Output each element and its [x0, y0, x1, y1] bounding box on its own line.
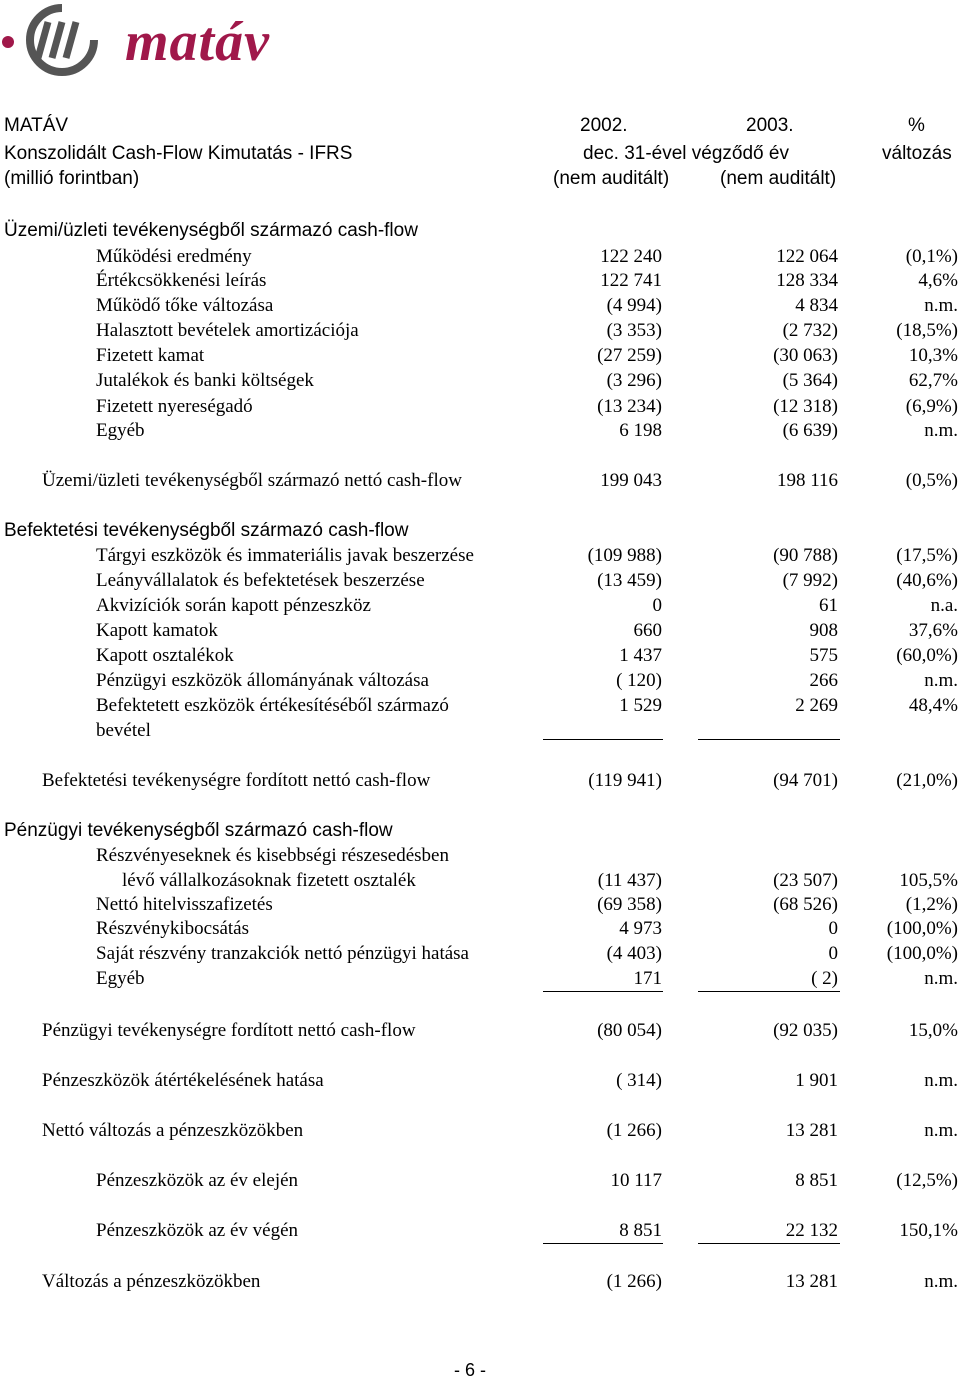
statement-title: Konszolidált Cash-Flow Kimutatás - IFRS: [4, 143, 353, 164]
row-label: Pénzügyi tevékenységre fordított nettó cash-flow: [42, 1020, 416, 1041]
value-2002: (3 296): [606, 370, 662, 391]
row-label: Kapott kamatok: [96, 620, 218, 641]
table-row: [0, 470, 960, 494]
value-2003: (30 063): [773, 345, 838, 366]
value-2003: 22 132: [785, 1220, 838, 1241]
value-2002: (13 234): [597, 396, 662, 417]
value-change: 105,5%: [899, 870, 958, 891]
company-name: MATÁV: [4, 115, 69, 136]
row-label: Saját részvény tranzakciók nettó pénzügyi hatása: [96, 943, 469, 964]
value-2003: 61: [819, 595, 838, 616]
value-2003: 0: [828, 943, 838, 964]
value-2003: 8 851: [795, 1170, 838, 1191]
value-2003: 13 281: [785, 1120, 838, 1141]
value-change: (17,5%): [896, 545, 958, 566]
table-row: [0, 968, 960, 992]
value-2002: 122 240: [600, 246, 662, 267]
value-2003: 128 334: [776, 270, 838, 291]
table-row: [0, 870, 960, 894]
value-2003: 266: [809, 670, 838, 691]
value-2002: (1 266): [606, 1271, 662, 1292]
underline: [543, 991, 663, 992]
underline: [698, 739, 840, 740]
value-2003: (12 318): [773, 396, 838, 417]
value-change: (60,0%): [896, 645, 958, 666]
row-label: Részvénykibocsátás: [96, 918, 250, 939]
table-row: [0, 894, 960, 918]
row-label: Kapott osztalékok: [96, 645, 234, 666]
row-label: Üzemi/üzleti tevékenységből származó nettó cash-flow: [42, 470, 462, 491]
table-row: [0, 943, 960, 967]
value-2003: 0: [828, 918, 838, 939]
value-change: (6,9%): [905, 396, 958, 417]
value-change: (40,6%): [896, 570, 958, 591]
table-row: [0, 545, 960, 569]
value-change: n.m.: [924, 295, 958, 316]
value-2003: (2 732): [782, 320, 838, 341]
row-label: Pénzeszközök átértékelésének hatása: [42, 1070, 324, 1091]
row-label: Fizetett nyereségadó: [96, 396, 253, 417]
value-change: 48,4%: [908, 695, 958, 716]
value-change: n.m.: [924, 670, 958, 691]
section-title: Üzemi/üzleti tevékenységből származó cash-flow: [4, 220, 418, 241]
value-2002: 0: [652, 595, 662, 616]
table-row: [0, 1020, 960, 1044]
row-label: Jutalékok és banki költségek: [96, 370, 314, 391]
value-2002: 660: [633, 620, 662, 641]
matav-logo-mark-icon: [0, 0, 125, 80]
table-row: [0, 1120, 960, 1144]
value-2003: 1 901: [795, 1070, 838, 1091]
row-label: lévő vállalkozásoknak fizetett osztalék: [122, 870, 416, 891]
row-label: Befektetési tevékenységre fordított nettó cash-flow: [42, 770, 431, 791]
value-2003: (7 992): [782, 570, 838, 591]
section-header-row: [0, 220, 960, 244]
value-2003: 198 116: [776, 470, 838, 491]
row-label: Működő tőke változása: [96, 295, 274, 316]
value-2002: (4 994): [606, 295, 662, 316]
value-change: n.m.: [924, 1070, 958, 1091]
value-2002: 122 741: [600, 270, 662, 291]
value-change: n.a.: [930, 595, 958, 616]
unit-label: (millió forintban): [4, 168, 140, 189]
value-2003: (6 639): [782, 420, 838, 441]
value-2002: (3 353): [606, 320, 662, 341]
table-row: [0, 1170, 960, 1194]
value-2002: (27 259): [597, 345, 662, 366]
value-change: n.m.: [924, 968, 958, 989]
table-row: [0, 270, 960, 294]
table-row: [0, 246, 960, 270]
row-label: Tárgyi eszközök és immateriális javak beszerzése: [96, 545, 474, 566]
value-2003: 908: [809, 620, 838, 641]
row-label: Pénzügyi eszközök állományának változása: [96, 670, 429, 691]
underline: [698, 1243, 840, 1244]
value-change: n.m.: [924, 1120, 958, 1141]
table-row: [0, 770, 960, 794]
value-change: 150,1%: [899, 1220, 958, 1241]
audit-2003-label: (nem auditált): [720, 168, 837, 189]
table-row: [0, 570, 960, 594]
value-change: 37,6%: [908, 620, 958, 641]
value-change: (21,0%): [896, 770, 958, 791]
underline: [543, 1243, 663, 1244]
row-label: Leányvállalatok és befektetések beszerzése: [96, 570, 425, 591]
change-header: változás: [882, 143, 952, 164]
row-label: Egyéb: [96, 420, 145, 441]
value-2003: (68 526): [773, 894, 838, 915]
table-row: [0, 345, 960, 369]
table-row: [0, 645, 960, 669]
table-row: [0, 720, 960, 744]
page-number: - 6 -: [453, 1360, 486, 1380]
matav-logo-text: matáv: [125, 11, 270, 73]
value-change: (100,0%): [886, 918, 958, 939]
value-2003: (94 701): [773, 770, 838, 791]
row-label: Nettó változás a pénzeszközökben: [42, 1120, 304, 1141]
row-label: Egyéb: [96, 968, 145, 989]
value-2003: (5 364): [782, 370, 838, 391]
table-row: [0, 595, 960, 619]
value-2002: (119 941): [588, 770, 662, 791]
section-header-row: [0, 520, 960, 544]
row-label: Fizetett kamat: [96, 345, 205, 366]
value-change: (0,5%): [905, 470, 958, 491]
value-2003: 2 269: [795, 695, 838, 716]
value-2002: 10 117: [610, 1170, 662, 1191]
percent-header: %: [908, 115, 925, 136]
table-row: [0, 396, 960, 420]
value-change: (1,2%): [905, 894, 958, 915]
row-label: Pénzeszközök az év végén: [96, 1220, 299, 1241]
value-2002: (4 403): [606, 943, 662, 964]
value-2002: 8 851: [619, 1220, 662, 1241]
value-2003: (92 035): [773, 1020, 838, 1041]
value-change: 10,3%: [908, 345, 958, 366]
table-row: [0, 1271, 960, 1295]
value-change: n.m.: [924, 420, 958, 441]
row-label: Változás a pénzeszközökben: [42, 1271, 261, 1292]
underline: [698, 991, 840, 992]
row-label: Akvizíciók során kapott pénzeszköz: [96, 595, 371, 616]
year-2002-header: 2002.: [580, 115, 628, 136]
value-2002: ( 120): [616, 670, 662, 691]
value-2003: 575: [809, 645, 838, 666]
value-2003: 122 064: [776, 246, 838, 267]
value-2002: 6 198: [619, 420, 662, 441]
value-2002: (1 266): [606, 1120, 662, 1141]
row-label: Nettó hitelvisszafizetés: [96, 894, 273, 915]
value-change: 62,7%: [908, 370, 958, 391]
table-row: [0, 1070, 960, 1094]
row-label: bevétel: [96, 720, 151, 741]
section-title: Befektetési tevékenységből származó cash-flow: [4, 520, 409, 541]
table-row: [0, 295, 960, 319]
value-2002: (80 054): [597, 1020, 662, 1041]
value-2002: (11 437): [597, 870, 662, 891]
table-row: [0, 670, 960, 694]
underline: [543, 739, 663, 740]
value-change: (18,5%): [896, 320, 958, 341]
value-2002: ( 314): [616, 1070, 662, 1091]
row-label: Pénzeszközök az év elején: [96, 1170, 299, 1191]
value-2003: (90 788): [773, 545, 838, 566]
value-2002: 4 973: [619, 918, 662, 939]
value-change: (100,0%): [886, 943, 958, 964]
year-2003-header: 2003.: [746, 115, 794, 136]
value-change: (0,1%): [905, 246, 958, 267]
value-change: n.m.: [924, 1271, 958, 1292]
table-row: [0, 370, 960, 394]
table-row: [0, 620, 960, 644]
row-label: Halasztott bevételek amortizációja: [96, 320, 359, 341]
table-row: [0, 1220, 960, 1244]
row-label: Részvényeseknek és kisebbségi részesedésben: [96, 845, 449, 866]
section-header-row: [0, 820, 960, 844]
value-2002: (109 988): [587, 545, 662, 566]
value-change: 15,0%: [908, 1020, 958, 1041]
row-label: Értékcsökkenési leírás: [96, 270, 267, 291]
value-2002: 199 043: [600, 470, 662, 491]
value-2002: 1 437: [619, 645, 662, 666]
row-label: Működési eredmény: [96, 246, 252, 267]
audit-2002-label: (nem auditált): [553, 168, 670, 189]
period-header: dec. 31-ével végződő év: [583, 143, 789, 164]
value-2003: (23 507): [773, 870, 838, 891]
table-row: [0, 420, 960, 444]
value-2002: (13 459): [597, 570, 662, 591]
value-2002: 1 529: [619, 695, 662, 716]
value-change: (12,5%): [896, 1170, 958, 1191]
table-row: [0, 845, 960, 869]
table-row: [0, 695, 960, 719]
table-row: [0, 918, 960, 942]
value-change: 4,6%: [918, 270, 958, 291]
value-2003: 13 281: [785, 1271, 838, 1292]
value-2002: 171: [633, 968, 662, 989]
table-row: [0, 320, 960, 344]
row-label: Befektetett eszközök értékesítéséből származó: [96, 695, 449, 716]
value-2003: 4 834: [795, 295, 838, 316]
value-2003: ( 2): [811, 968, 838, 989]
value-2002: (69 358): [597, 894, 662, 915]
section-title: Pénzügyi tevékenységből származó cash-flow: [4, 820, 393, 841]
matav-logo: [0, 0, 290, 80]
